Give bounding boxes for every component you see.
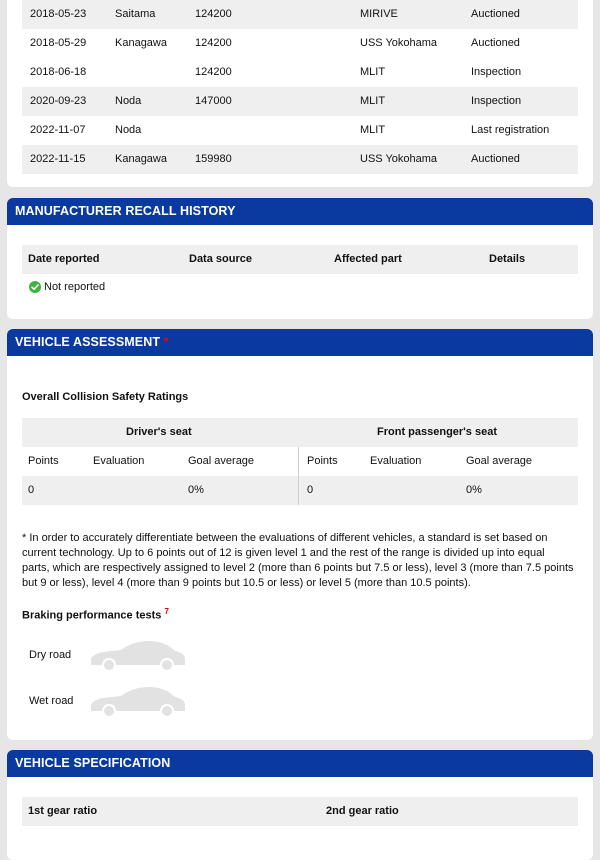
dry-road-label: Dry road bbox=[29, 649, 72, 661]
rating-values-row bbox=[22, 476, 578, 505]
passenger-points-value: 0 bbox=[307, 484, 314, 496]
history-card bbox=[7, 0, 593, 187]
history-location: Saitama bbox=[115, 8, 156, 20]
passenger-evaluation-label: Evaluation bbox=[370, 455, 422, 467]
col-affected-part: Affected part bbox=[334, 253, 402, 265]
assessment-section-title bbox=[7, 329, 593, 356]
seat-divider bbox=[298, 447, 299, 505]
drivers-seat-heading: Driver's seat bbox=[126, 426, 192, 438]
history-mileage: 159980 bbox=[195, 153, 232, 165]
history-event: Inspection bbox=[471, 66, 522, 78]
history-location: Noda bbox=[115, 124, 142, 136]
recall-status: Not reported bbox=[44, 281, 106, 293]
car-silhouette-icon bbox=[89, 639, 187, 673]
check-circle-icon bbox=[29, 281, 41, 293]
history-mileage: 124200 bbox=[195, 8, 232, 20]
footnote-line: * In order to accurately differentiate between the evaluations of different vehicles, a standard is set based on bbox=[22, 532, 548, 544]
history-source: MIRIVE bbox=[360, 8, 398, 20]
specification-section-title: VEHICLE SPECIFICATION bbox=[7, 750, 593, 777]
history-source: MLIT bbox=[360, 66, 386, 78]
braking-title-text: Braking performance tests bbox=[22, 609, 162, 622]
history-source: USS Yokohama bbox=[360, 153, 438, 165]
history-location: Kanagawa bbox=[115, 153, 167, 165]
passenger-seat-heading: Front passenger's seat bbox=[377, 426, 497, 438]
history-event: Auctioned bbox=[471, 153, 520, 165]
history-date: 2018-05-29 bbox=[30, 37, 87, 49]
table-row bbox=[22, 145, 578, 174]
history-event: Auctioned bbox=[471, 8, 520, 20]
braking-tests-title bbox=[22, 597, 169, 631]
recall-table-header bbox=[22, 245, 578, 274]
spec-header-row bbox=[22, 797, 578, 826]
history-location: Kanagawa bbox=[115, 37, 167, 49]
history-date: 2022-11-15 bbox=[30, 153, 86, 165]
rating-footnote bbox=[22, 531, 582, 591]
passenger-points-label: Points bbox=[307, 455, 338, 467]
footnote-marker: 7 bbox=[164, 607, 169, 616]
footnote-line: but 9 or less), level 4 (more than 9 points but 10.5 or less) or level 5 (more than 10.5 points). bbox=[22, 577, 471, 589]
col-details: Details bbox=[489, 253, 526, 265]
footnote-line: current technology. Up to 6 points out of 12 is given level 1 and the rest of the range is divided up into equal bbox=[22, 547, 545, 559]
driver-points-label: Points bbox=[28, 455, 59, 467]
driver-goal-label: Goal average bbox=[188, 455, 255, 467]
driver-goal-value: 0% bbox=[188, 484, 204, 496]
history-event: Inspection bbox=[471, 95, 522, 107]
assessment-title-text: VEHICLE ASSESSMENT bbox=[15, 335, 161, 349]
collision-ratings-title: Overall Collision Safety Ratings bbox=[22, 391, 189, 403]
second-gear-ratio-label: 2nd gear ratio bbox=[326, 805, 399, 817]
table-row bbox=[22, 116, 578, 145]
seat-header-row bbox=[22, 418, 578, 447]
footnote-line: parts, which are respectively assigned to level 2 (more than 6 points but 7.5 or less), level 3 (more than 7.5 points bbox=[22, 562, 574, 574]
table-row bbox=[22, 87, 578, 116]
history-event: Auctioned bbox=[471, 37, 520, 49]
history-source: MLIT bbox=[360, 124, 386, 136]
history-mileage: 147000 bbox=[195, 95, 232, 107]
history-event: Last registration bbox=[471, 124, 550, 136]
history-mileage: 124200 bbox=[195, 37, 232, 49]
table-row bbox=[22, 0, 578, 29]
history-date: 2020-09-23 bbox=[30, 95, 87, 107]
recall-section-title: MANUFACTURER RECALL HISTORY bbox=[7, 198, 593, 225]
passenger-goal-label: Goal average bbox=[466, 455, 533, 467]
history-date: 2018-06-18 bbox=[30, 66, 87, 78]
assessment-card bbox=[7, 329, 593, 740]
table-row bbox=[22, 58, 578, 87]
first-gear-ratio-label: 1st gear ratio bbox=[28, 805, 98, 817]
recall-card bbox=[7, 198, 593, 319]
col-date-reported: Date reported bbox=[28, 253, 100, 265]
passenger-goal-value: 0% bbox=[466, 484, 482, 496]
assessment-asterisk: * bbox=[163, 335, 169, 349]
specification-card bbox=[7, 750, 593, 860]
col-data-source: Data source bbox=[189, 253, 252, 265]
history-source: MLIT bbox=[360, 95, 386, 107]
history-mileage: 124200 bbox=[195, 66, 232, 78]
driver-points-value: 0 bbox=[28, 484, 35, 496]
history-source: USS Yokohama bbox=[360, 37, 438, 49]
wet-road-label: Wet road bbox=[29, 695, 74, 707]
history-date: 2018-05-23 bbox=[30, 8, 87, 20]
driver-evaluation-label: Evaluation bbox=[93, 455, 145, 467]
history-date: 2022-11-07 bbox=[30, 124, 86, 136]
history-location: Noda bbox=[115, 95, 142, 107]
table-row bbox=[22, 29, 578, 58]
rating-subheader-row bbox=[22, 447, 578, 476]
car-silhouette-icon bbox=[89, 685, 187, 719]
